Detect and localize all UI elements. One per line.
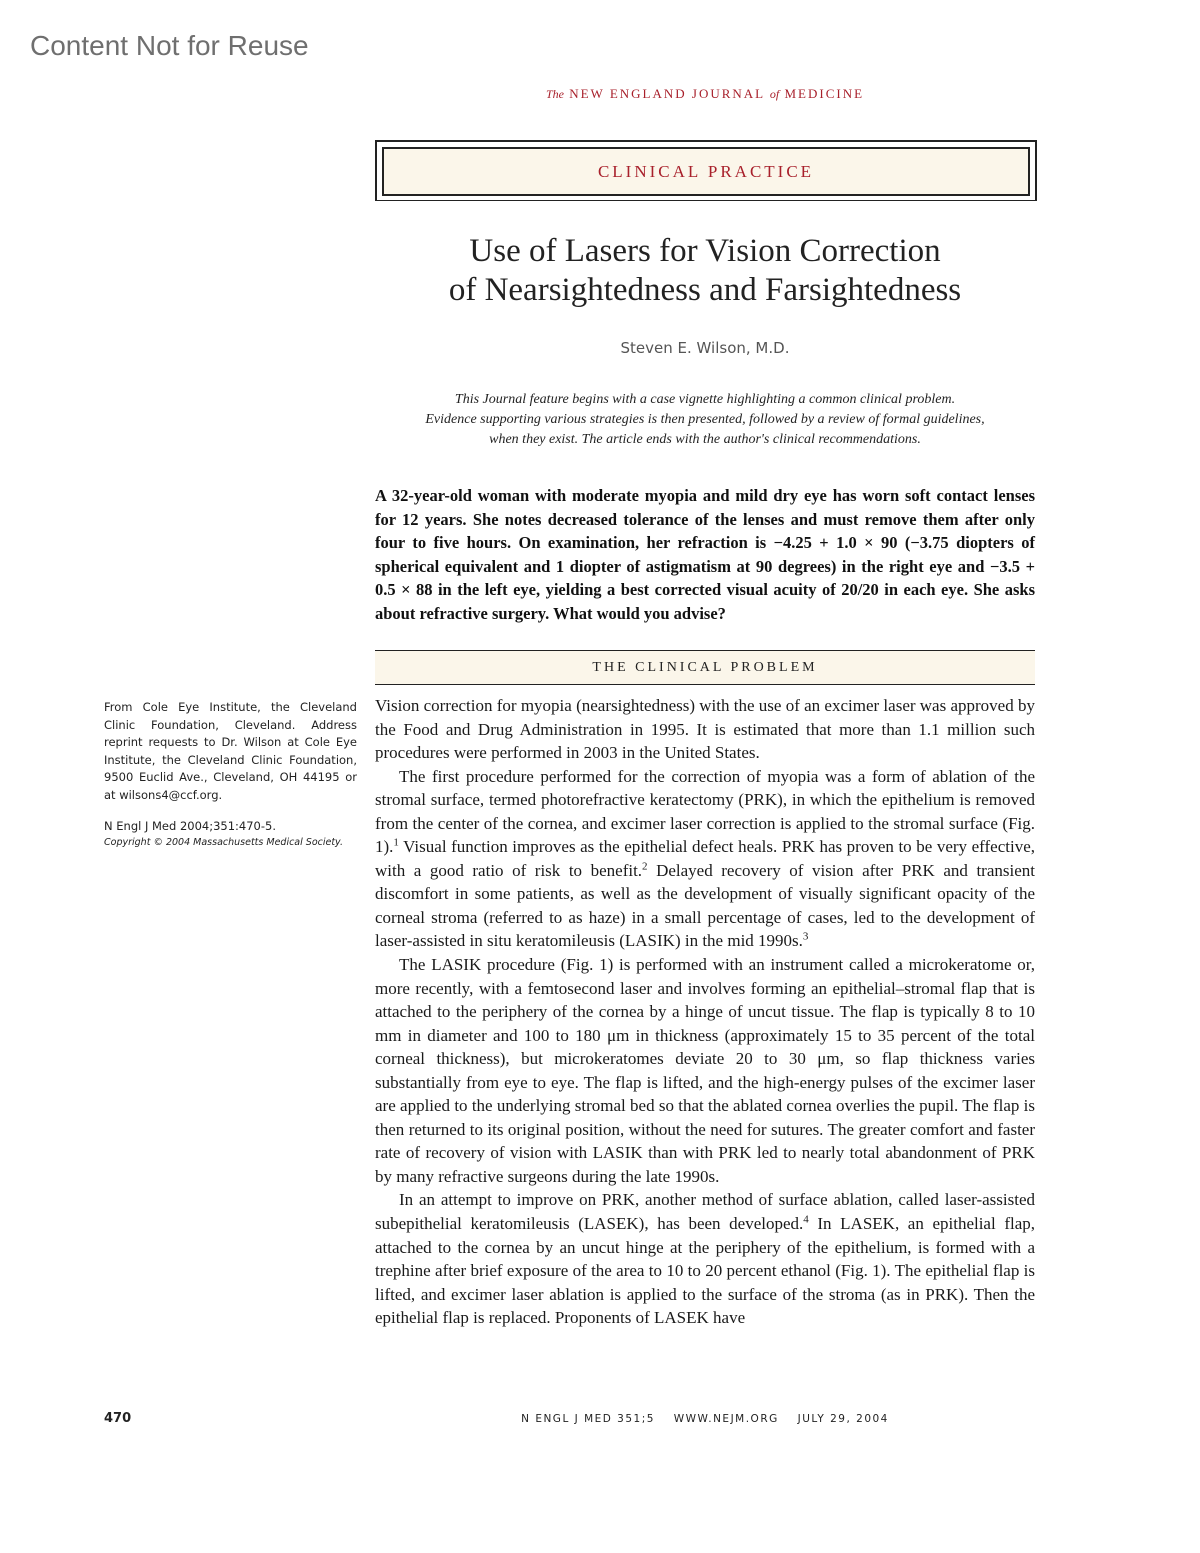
reference-4: 4 [803, 1213, 809, 1226]
article-body [375, 694, 1035, 1330]
reference-1: 1 [393, 836, 399, 849]
footer-date: JULY 29, 2004 [797, 1413, 889, 1425]
masthead-of: of [769, 87, 780, 101]
footer-website: WWW.NEJM.ORG [673, 1413, 779, 1425]
copyright-notice: Copyright © 2004 Massachusetts Medical Society. [104, 836, 343, 848]
section-banner [375, 140, 1037, 201]
p2-text-a: The first procedure performed for the correction of myopia was a form of ablation of the stromal surface, termed photorefractive keratectomy (PRK), in which the epithelium is removed from the center of the cornea, and excimer laser correction is applied to the stromal surface (Fig. 1). [375, 766, 1035, 857]
reference-3: 3 [802, 930, 809, 943]
case-vignette: A 32-year-old woman with moderate myopia and mild dry eye has worn soft contact lenses for 12 years. She notes decreased tolerance of the lenses and must remove them after only four to five hours. On examination, her refraction is −4.25 + 1.0 × 90 (−3.75 diopters of spherical equivalent and 1 diopter of astigmatism at 90 degrees) in the right eye and −3.5 + 0.5 × 88 in the left eye, yielding a best corrected visual acuity of 20/20 in each eye. She asks about refractive surgery. What would you advise? [375, 486, 1035, 623]
intro-line-1: This Journal feature begins with a case vignette highlighting a common clinical problem. [454, 392, 956, 407]
article-title [375, 232, 1035, 310]
p2-text-b: Visual function improves as the epithelial defect heals. PRK has proven to be very effective, with a good ratio of risk to benefit. [375, 837, 1035, 880]
masthead-name1: NEW ENGLAND JOURNAL [569, 86, 765, 101]
section-banner-inner [382, 147, 1030, 196]
section-heading-box [375, 650, 1035, 685]
journal-citation: N Engl J Med 2004;351:470-5. [104, 819, 277, 833]
author-affiliation: From Cole Eye Institute, the Cleveland Clinic Foundation, Cleveland. Address reprint requests to Dr. Wilson at Cole Eye Institute, the Cleveland Clinic Foundation, 9500 Euclid Ave., Cleveland, OH 44195 or at wilsons4@ccf.org. [104, 700, 357, 802]
body-paragraph-4 [375, 1188, 1035, 1329]
section-label: CLINICAL PRACTICE [597, 161, 815, 181]
reference-2: 2 [642, 860, 648, 873]
body-paragraph-2 [375, 765, 1035, 953]
author-sidebar [104, 699, 357, 850]
author-byline: Steven E. Wilson, M.D. [620, 339, 790, 357]
title-line-1: Use of Lasers for Vision Correction [469, 233, 941, 269]
page-number: 470 [104, 1411, 132, 1426]
section-heading: THE CLINICAL PROBLEM [592, 659, 818, 675]
journal-masthead [375, 86, 1035, 102]
p4-text-a: In an attempt to improve on PRK, another method of surface ablation, called laser-assisted subepithelial keratomileusis (LASEK), has been developed. [375, 1190, 1035, 1234]
body-paragraph-3: The LASIK procedure (Fig. 1) is performed with an instrument called a microkeratome or, more recently, with a femtosecond laser and involves forming an epithelial–stromal flap that is attached to the periphery of the cornea by a hinge of uncut tissue. The flap is typically 8 to 10 mm in diameter and 100 to 180 μm in thickness (approximately 15 to 35 percent of the total corneal thickness), but microkeratomes deviate 20 to 30 μm, so flap thickness varies substantially from eye to eye. The flap is lifted, and the high-energy pulses of the excimer laser are applied to the underlying stromal bed so that the ablated cornea overlies the pupil. The flap is then returned to its original position, without the need for sutures. The greater comfort and faster rate of recovery of vision with LASIK than with PRK led to nearly total abandonment of PRK by many refractive surgeons during the late 1990s. [375, 955, 1035, 1186]
watermark: Content Not for Reuse [30, 30, 309, 61]
intro-line-3: when they exist. The article ends with the author's clinical recommendations. [489, 432, 921, 447]
p2-text-c: Delayed recovery of vision after PRK and transient discomfort in some patients, as well as the development of visually significant opacity of the corneal stroma (referred to as haze) in a small percentage of cases, led to the development of laser-assisted in situ keratomileusis (LASIK) in the mid 1990s. [375, 860, 1035, 951]
footer-journal: N ENGL J MED 351;5 [521, 1413, 655, 1425]
intro-line-2: Evidence supporting various strategies is then presented, followed by a review of formal guidelines, [425, 412, 985, 427]
p4-text-b: In LASEK, an epithelial flap, attached to the cornea by an uncut hinge at the periphery of the epithelium, is formed with a trephine after brief exposure of the area to 10 to 20 percent ethanol (Fig. 1). The epithelial flap is lifted, and excimer laser ablation is applied to the surface of the stroma (as in PRK). Then the epithelial flap is replaced. Proponents of LASEK have [375, 1214, 1035, 1328]
page-footer [375, 1413, 1035, 1425]
feature-intro [375, 390, 1035, 450]
title-line-2: of Nearsightedness and Farsightedness [448, 272, 962, 308]
masthead-name2: MEDICINE [784, 86, 865, 101]
masthead-the: The [545, 87, 564, 101]
body-paragraph-1: Vision correction for myopia (nearsightedness) with the use of an excimer laser was approved by the Food and Drug Administration in 1995. It is estimated that more than 1.1 million such procedures were performed in 2003 in the United States. [375, 696, 1035, 763]
